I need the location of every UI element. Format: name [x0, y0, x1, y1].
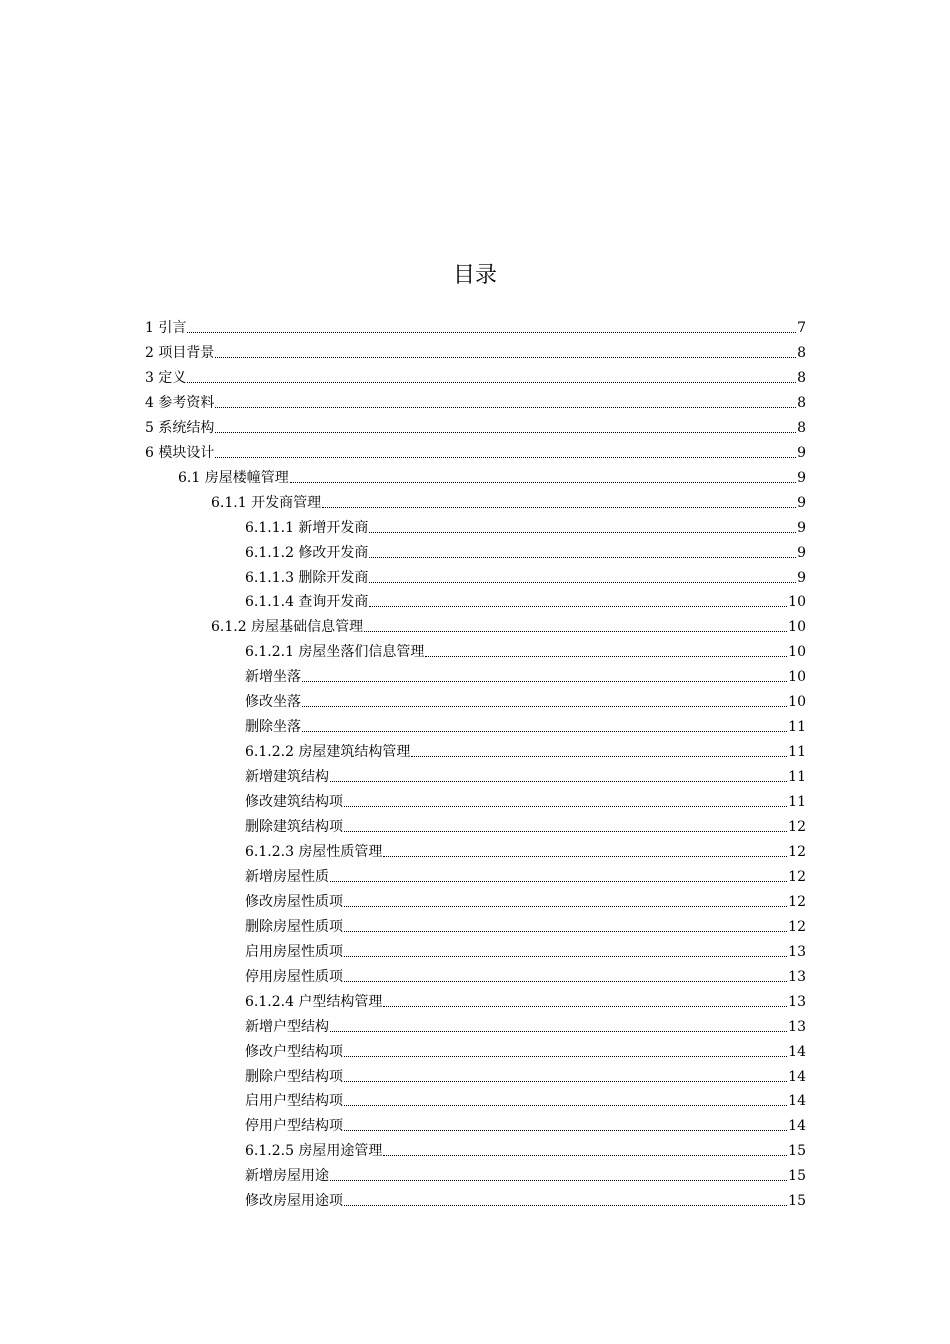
- toc-entry-page-number: 13: [788, 993, 806, 1010]
- toc-entry-label: 修改房屋用途项: [245, 1193, 343, 1210]
- toc-dot-leader: [425, 656, 787, 657]
- toc-entry-page-number: 8: [797, 369, 806, 386]
- toc-entry[interactable]: [245, 586, 806, 611]
- toc-dot-leader: [330, 781, 787, 782]
- toc-entry[interactable]: [245, 512, 806, 537]
- toc-dot-leader: [369, 582, 796, 583]
- toc-dot-leader: [302, 681, 787, 682]
- toc-dot-leader: [187, 382, 796, 383]
- toc-entry[interactable]: [245, 936, 806, 961]
- toc-entry[interactable]: [145, 387, 806, 412]
- toc-entry[interactable]: [245, 761, 806, 786]
- toc-dot-leader: [344, 1105, 787, 1106]
- toc-entry-page-number: 13: [788, 1018, 806, 1035]
- toc-entry-page-number: 11: [788, 719, 806, 736]
- toc-entry-page-number: 9: [797, 494, 806, 511]
- toc-entry-page-number: 11: [788, 794, 806, 811]
- toc-dot-leader: [330, 881, 787, 882]
- toc-entry-label: 停用房屋性质项: [245, 968, 343, 985]
- toc-dot-leader: [187, 332, 796, 333]
- toc-entry[interactable]: [145, 362, 806, 387]
- toc-entry-label: 新增房屋性质: [245, 868, 329, 885]
- toc-dot-leader: [215, 407, 796, 408]
- toc-entry-page-number: 12: [788, 843, 806, 860]
- toc-entry-label: 新增房屋用途: [245, 1168, 329, 1185]
- toc-entry-page-number: 8: [797, 419, 806, 436]
- toc-entry-page-number: 14: [788, 1043, 806, 1060]
- toc-entry-label: 新增户型结构: [245, 1018, 329, 1035]
- toc-entry-page-number: 14: [788, 1093, 806, 1110]
- toc-entry-label: 修改坐落: [245, 694, 301, 711]
- toc-entry-label: 修改建筑结构项: [245, 794, 343, 811]
- toc-dot-leader: [302, 706, 787, 707]
- toc-dot-leader: [302, 731, 787, 732]
- toc-entry-page-number: 15: [788, 1193, 806, 1210]
- toc-dot-leader: [344, 956, 787, 957]
- toc-entry-label: 6.1.1.4 查询开发商: [245, 594, 369, 611]
- toc-entry[interactable]: [245, 1160, 806, 1185]
- toc-entry[interactable]: [245, 636, 806, 661]
- toc-entry-page-number: 13: [788, 968, 806, 985]
- toc-dot-leader: [344, 1130, 787, 1131]
- toc-entry[interactable]: [245, 836, 806, 861]
- toc-dot-leader: [330, 1031, 787, 1032]
- toc-entry-page-number: 10: [788, 694, 806, 711]
- toc-entry-label: 6 模块设计: [145, 444, 215, 461]
- toc-entry-page-number: 8: [797, 344, 806, 361]
- toc-entry-page-number: 10: [788, 644, 806, 661]
- toc-entry-page-number: 9: [797, 469, 806, 486]
- toc-entry[interactable]: [145, 412, 806, 437]
- toc-dot-leader: [215, 357, 796, 358]
- toc-entry[interactable]: [245, 1110, 806, 1135]
- toc-entry-page-number: 10: [788, 619, 806, 636]
- toc-entry-label: 6.1.1 开发商管理: [211, 494, 322, 511]
- toc-entry-page-number: 12: [788, 918, 806, 935]
- toc-entry-label: 6.1.1.3 删除开发商: [245, 569, 369, 586]
- toc-dot-leader: [344, 981, 787, 982]
- toc-entry-label: 1 引言: [145, 320, 187, 336]
- toc-dot-leader: [369, 532, 796, 533]
- toc-entry-page-number: 11: [788, 769, 806, 786]
- toc-entry-page-number: 9: [797, 544, 806, 561]
- toc-entry-label: 6.1 房屋楼幢管理: [178, 469, 289, 486]
- toc-entry[interactable]: [145, 337, 806, 362]
- toc-entry[interactable]: [245, 1085, 806, 1110]
- toc-entry[interactable]: [245, 861, 806, 886]
- toc-entry[interactable]: [245, 1185, 806, 1210]
- toc-entry-label: 修改户型结构项: [245, 1043, 343, 1060]
- toc-entry-page-number: 10: [788, 669, 806, 686]
- toc-entry[interactable]: [245, 786, 806, 811]
- toc-dot-leader: [364, 631, 787, 632]
- toc-entry-label: 2 项目背景: [145, 344, 215, 361]
- toc-entry-label: 新增建筑结构: [245, 769, 329, 786]
- toc-entry-page-number: 12: [788, 893, 806, 910]
- toc-entry-label: 启用房屋性质项: [245, 943, 343, 960]
- toc-dot-leader: [383, 1006, 787, 1007]
- toc-dot-leader: [369, 606, 787, 607]
- toc-entry-page-number: 11: [788, 744, 806, 761]
- toc-entry-label: 6.1.2.3 房屋性质管理: [245, 843, 383, 860]
- toc-entry[interactable]: [245, 736, 806, 761]
- toc-entry[interactable]: [245, 911, 806, 936]
- toc-entry-label: 6.1.2.4 户型结构管理: [245, 993, 383, 1010]
- toc-entry-label: 修改房屋性质项: [245, 893, 343, 910]
- toc-entry[interactable]: [245, 886, 806, 911]
- toc-entry-page-number: 14: [788, 1118, 806, 1135]
- toc-entry-page-number: 13: [788, 943, 806, 960]
- toc-entry-label: 6.1.2.1 房屋坐落们信息管理: [245, 644, 425, 661]
- toc-dot-leader: [344, 931, 787, 932]
- toc-dot-leader: [383, 856, 787, 857]
- toc-dot-leader: [344, 831, 787, 832]
- toc-entry-label: 6.1.2 房屋基础信息管理: [211, 619, 364, 636]
- toc-dot-leader: [369, 557, 796, 558]
- toc-entry[interactable]: [145, 437, 806, 462]
- toc-entry-page-number: 14: [788, 1068, 806, 1085]
- toc-entry-label: 停用户型结构项: [245, 1118, 343, 1135]
- toc-entry[interactable]: [211, 611, 806, 636]
- toc-entry[interactable]: [245, 661, 806, 686]
- toc-entry-page-number: 9: [797, 569, 806, 586]
- toc-dot-leader: [344, 806, 787, 807]
- toc-entry-page-number: 7: [797, 320, 806, 336]
- toc-entry-label: 6.1.1.2 修改开发商: [245, 544, 369, 561]
- toc-entry-page-number: 8: [797, 394, 806, 411]
- toc-entry-label: 删除坐落: [245, 719, 301, 736]
- toc-entry-page-number: 9: [797, 519, 806, 536]
- toc-entry-page-number: 12: [788, 868, 806, 885]
- toc-entry-label: 6.1.2.2 房屋建筑结构管理: [245, 744, 411, 761]
- toc-entry-label: 6.1.1.1 新增开发商: [245, 519, 369, 536]
- toc-entry[interactable]: [245, 537, 806, 562]
- toc-entry[interactable]: [245, 1011, 806, 1036]
- toc-entry-page-number: 15: [788, 1168, 806, 1185]
- toc-entry-label: 3 定义: [145, 369, 187, 386]
- toc-entry[interactable]: [145, 312, 806, 337]
- toc-dot-leader: [322, 507, 796, 508]
- toc-dot-leader: [290, 482, 796, 483]
- toc-entry[interactable]: [245, 1036, 806, 1061]
- toc-entry[interactable]: [245, 1135, 806, 1160]
- toc-dot-leader: [344, 1056, 787, 1057]
- toc-entry[interactable]: [245, 562, 806, 587]
- toc-entry-page-number: 10: [788, 594, 806, 611]
- toc-entry[interactable]: [178, 462, 806, 487]
- toc-dot-leader: [344, 1205, 787, 1206]
- toc-entry-page-number: 15: [788, 1143, 806, 1160]
- toc-entry[interactable]: [245, 711, 806, 736]
- toc-entry-label: 删除房屋性质项: [245, 918, 343, 935]
- toc-dot-leader: [330, 1180, 787, 1181]
- toc-entry-page-number: 12: [788, 819, 806, 835]
- toc-dot-leader: [383, 1155, 787, 1156]
- toc-entry-label: 6.1.2.5 房屋用途管理: [245, 1143, 383, 1160]
- toc-dot-leader: [215, 432, 796, 433]
- toc-entry-label: 5 系统结构: [145, 419, 215, 436]
- toc-entry[interactable]: [211, 487, 806, 512]
- toc-dot-leader: [344, 1081, 787, 1082]
- toc-entry-label: 删除户型结构项: [245, 1068, 343, 1085]
- toc-entry-label: 新增坐落: [245, 669, 301, 686]
- toc-entry[interactable]: [245, 686, 806, 711]
- toc-entry[interactable]: [245, 811, 806, 836]
- toc-entry[interactable]: [245, 1061, 806, 1086]
- toc-entry[interactable]: [245, 961, 806, 986]
- toc-title: 目录: [452, 263, 497, 288]
- toc-dot-leader: [215, 457, 796, 458]
- toc-entry-label: 删除建筑结构项: [245, 819, 343, 835]
- toc-entry-label: 启用户型结构项: [245, 1093, 343, 1110]
- toc-dot-leader: [411, 756, 787, 757]
- toc-entry[interactable]: [245, 986, 806, 1011]
- toc-entry-page-number: 9: [797, 444, 806, 461]
- toc-dot-leader: [344, 906, 787, 907]
- toc-entry-label: 4 参考资料: [145, 394, 215, 411]
